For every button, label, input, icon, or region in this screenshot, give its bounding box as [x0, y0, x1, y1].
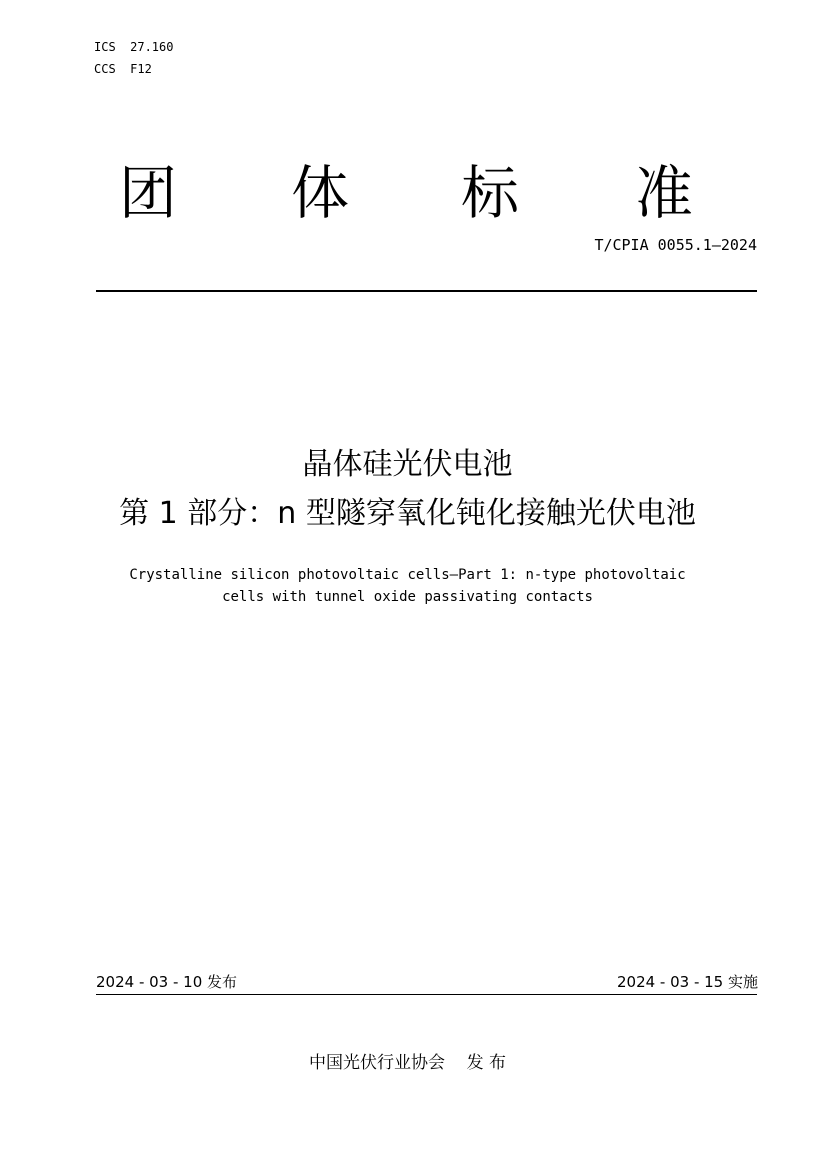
title-en-line-1: Crystalline silicon photovoltaic cells—Part 1: n-type photovoltaic	[129, 567, 686, 583]
ccs-code: CCS F12	[94, 62, 152, 76]
doc-type-char-2: 体	[290, 159, 349, 227]
top-divider	[96, 290, 757, 292]
issue-date: 2024 - 03 - 10 发布	[96, 973, 238, 991]
doc-type-char-3: 标	[460, 159, 519, 227]
title-cn-line-1: 晶体硅光伏电池	[302, 447, 513, 482]
bottom-divider	[96, 994, 757, 995]
publisher: 中国光伏行业协会 发 布	[308, 1053, 507, 1073]
title-en-line-2: cells with tunnel oxide passivating contacts	[222, 589, 593, 605]
doc-type-char-1: 团	[118, 159, 177, 227]
standard-number: T/CPIA 0055.1—2024	[594, 236, 757, 254]
doc-type-char-4: 准	[634, 159, 693, 227]
title-cn-line-2: 第 1 部分：n 型隧穿氧化钝化接触光伏电池	[119, 496, 696, 531]
implementation-date: 2024 - 03 - 15 实施	[616, 973, 758, 991]
ics-code: ICS 27.160	[94, 40, 174, 54]
